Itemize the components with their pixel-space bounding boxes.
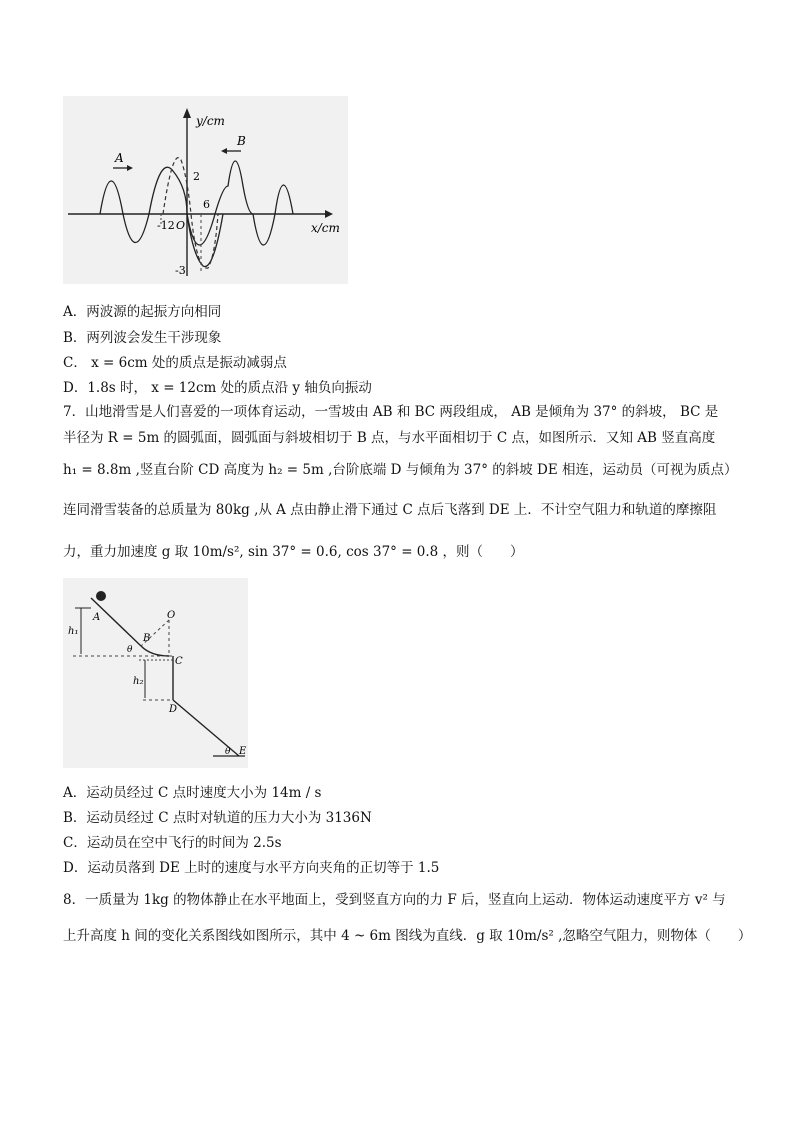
tick-2-label: 2 [193, 170, 200, 183]
label-h1: h₁ [68, 626, 79, 637]
skier-icon [96, 591, 106, 601]
q6-option-a: A．两波源的起振方向相同 [63, 304, 222, 320]
wave-a-dashed [163, 158, 218, 269]
q7-option-a: A．运动员经过 C 点时速度大小为 14m / s [63, 785, 322, 801]
q6-option-d: D．1.8s 时， x = 12cm 处的质点沿 y 轴负向振动 [63, 380, 372, 396]
q7-option-c: C．运动员在空中飞行的时间为 2.5s [63, 835, 282, 851]
x-axis-label: x/cm [311, 221, 340, 235]
label-h2: h₂ [133, 676, 144, 687]
q7-option-b: B．运动员经过 C 点时对轨道的压力大小为 3136N [63, 810, 372, 826]
wave-b-arrowhead [221, 148, 227, 154]
q7-line-2: 半径为 R = 5m 的圆弧面，圆弧面与斜坡相切于 B 点，与水平面相切于 C 点，如图所示．又知 AB 竖直高度 [63, 430, 716, 446]
wave-a-arrowhead [127, 165, 133, 171]
wave-figure [63, 96, 348, 284]
label-theta-1: θ [127, 645, 133, 655]
q6-option-c: C． x = 6cm 处的质点是振动减弱点 [63, 355, 287, 371]
q7-line-4: 连同滑雪装备的总质量为 80kg ,从 A 点由静止滑下通过 C 点后飞落到 DE 上．不计空气阻力和轨道的摩擦阻 [63, 502, 717, 518]
tick-neg3-label: -3 [175, 264, 186, 277]
tick-neg12-label: -12 [157, 219, 175, 232]
q6-option-b: B．两列波会发生干涉现象 [63, 330, 222, 346]
wave-a-label: A [115, 151, 124, 165]
q7-line-5: 力，重力加速度 g 取 10m/s², sin 37° = 0.6, cos 37° = 0.8 ，则（ ） [63, 544, 524, 560]
label-theta-2: θ [225, 747, 231, 757]
wave-diagram [63, 96, 348, 284]
q8-line-1: 8．一质量为 1kg 的物体静止在水平地面上，受到竖直方向的力 F 后，竖直向上运动．物体运动速度平方 v² 与 [63, 892, 726, 908]
x-axis-arrow [325, 210, 333, 218]
q7-line-1: 7．山地滑雪是人们喜爱的一项体育运动，一雪坡由 AB 和 BC 两段组成， AB 是倾角为 37° 的斜坡， BC 是 [63, 404, 719, 420]
y-axis-label: y/cm [196, 114, 225, 128]
arc-bc [141, 646, 169, 656]
ski-slope-figure [63, 578, 248, 768]
y-axis-arrow [183, 108, 191, 118]
origin-label: O [176, 219, 186, 232]
label-b: B [143, 633, 151, 644]
label-d: D [169, 704, 178, 715]
label-o: O [167, 610, 176, 621]
wave-a-curve [100, 167, 223, 266]
q7-option-d: D．运动员落到 DE 上时的速度与水平方向夹角的正切等于 1.5 [63, 860, 440, 876]
label-c: C [175, 656, 183, 667]
label-a: A [93, 612, 101, 623]
label-e: E [239, 746, 247, 757]
q7-line-3: h₁ = 8.8m ,竖直台阶 CD 高度为 h₂ = 5m ,台阶底端 D 与倾角为 37° 的斜坡 DE 相连，运动员（可视为质点） [63, 462, 738, 478]
q8-line-2: 上升高度 h 间的变化关系图线如图所示，其中 4 ~ 6m 图线为直线．g 取 10m/s² ,忽略空气阻力，则物体（ ） [63, 928, 752, 944]
ski-slope-diagram [63, 578, 248, 768]
tick-6-label: 6 [203, 198, 210, 211]
wave-b-label: B [237, 134, 246, 148]
